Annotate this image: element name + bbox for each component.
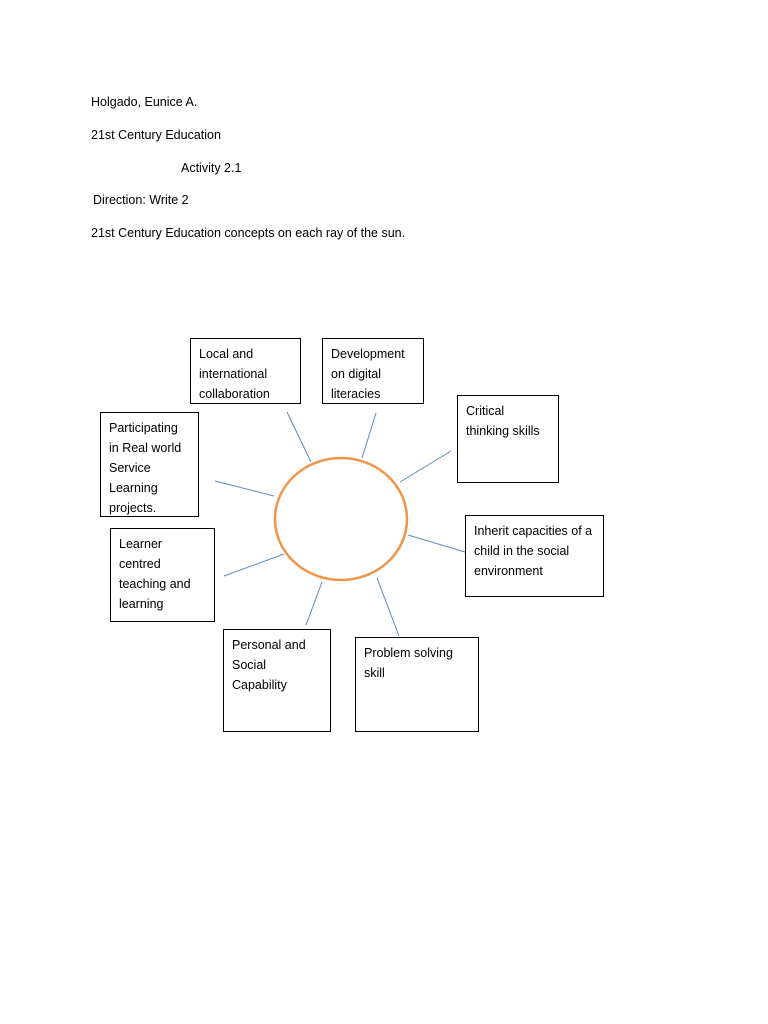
concept-label: Local and international collaboration	[199, 347, 270, 401]
concept-box-local-collaboration	[190, 338, 301, 404]
concept-label: Participating in Real world Service Learning projects.	[109, 421, 182, 515]
concept-box-personal-social	[223, 629, 331, 732]
concept-label: Critical thinking skills	[466, 404, 540, 438]
concept-label: Problem solving skill	[364, 646, 453, 680]
ray-learner	[224, 554, 284, 576]
concept-box-learner-centred	[110, 528, 215, 622]
ray-problem	[377, 578, 399, 636]
ray-digital	[362, 413, 376, 458]
sun-circle	[275, 458, 407, 580]
ray-service	[215, 481, 274, 496]
ray-personal	[306, 582, 322, 625]
direction-text: Direction: Write 2	[93, 193, 189, 207]
concept-box-digital-literacies	[322, 338, 424, 404]
student-name: Holgado, Eunice A.	[91, 95, 198, 109]
ray-inherit	[408, 535, 465, 552]
concept-label: Development on digital literacies	[331, 347, 405, 401]
concept-box-problem-solving	[355, 637, 479, 732]
instruction-text: 21st Century Education concepts on each ray of the sun.	[91, 226, 406, 240]
ray-local	[287, 412, 311, 462]
concept-box-inherit-capacities	[465, 515, 604, 597]
concept-label: Learner centred teaching and learning	[119, 537, 191, 611]
concept-box-service-learning	[100, 412, 199, 517]
concept-box-critical-thinking	[457, 395, 559, 483]
ray-critical	[400, 451, 451, 482]
concept-label: Personal and Social Capability	[232, 638, 306, 692]
activity-title: Activity 2.1	[181, 161, 242, 175]
concept-label: Inherit capacities of a child in the social environment	[474, 524, 593, 578]
course-title: 21st Century Education	[91, 128, 221, 142]
